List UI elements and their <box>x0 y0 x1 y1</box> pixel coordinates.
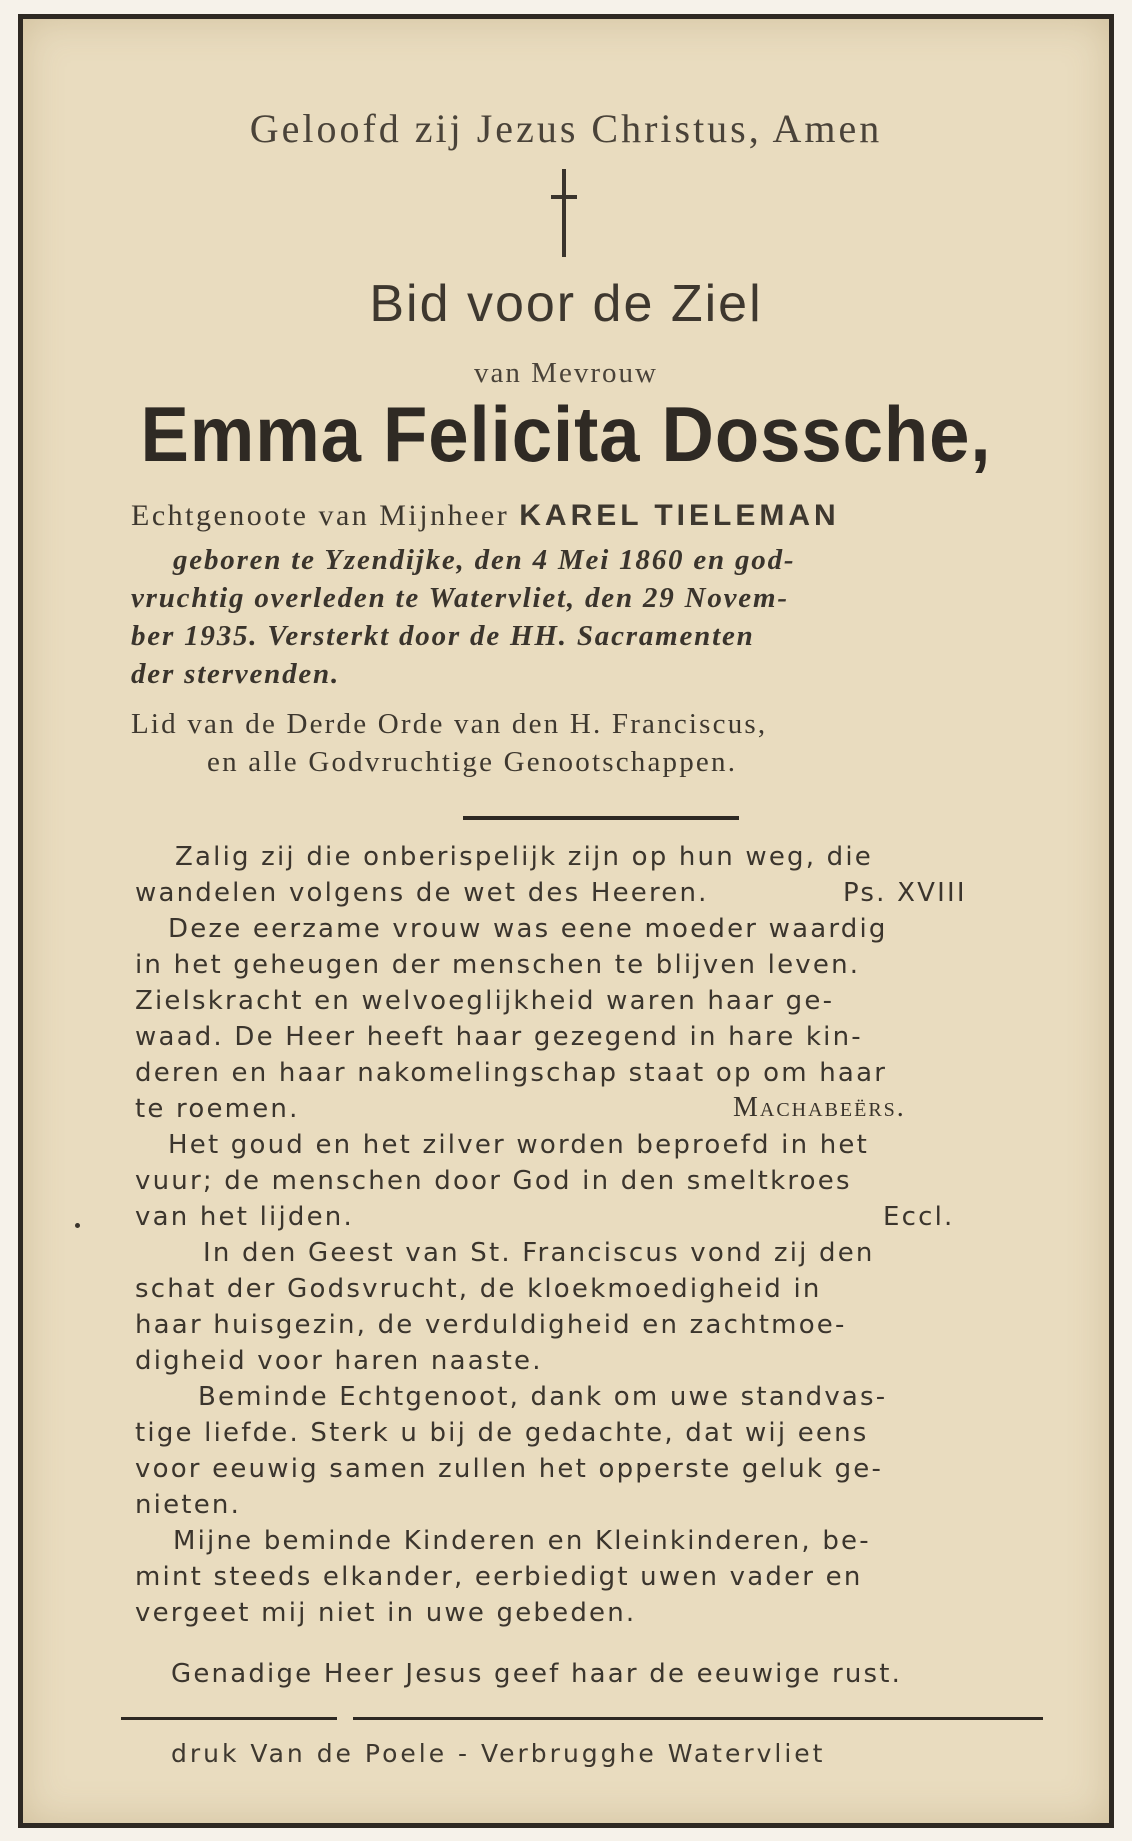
verse-line-3: Deze eerzame vrouw was eene moeder waardig <box>168 914 888 944</box>
verse-line-10: vuur; de menschen door God in den smeltkroes <box>135 1166 852 1196</box>
verse-line-16: Beminde Echtgenoot, dank om uwe standvas- <box>198 1382 888 1412</box>
verse-line-2: wandelen volgens de wet des Heeren. <box>135 878 709 908</box>
verse-line-1: Zalig zij die onberispelijk zijn op hun weg, die <box>175 842 873 872</box>
verse-line-12: In den Geest van St. Franciscus vond zij den <box>203 1238 875 1268</box>
paper-speck <box>75 1223 80 1228</box>
footer-rule-left <box>121 1717 337 1720</box>
verse-line-15: digheid voor haren naaste. <box>135 1346 543 1376</box>
verse-line-7: deren en haar nakomelingschap staat op om haar <box>135 1058 888 1088</box>
bio-line-4: der stervenden. <box>131 658 341 690</box>
cross-icon <box>551 169 575 259</box>
bio-line-1: geboren te Yzendijke, den 4 Mei 1860 en god- <box>173 544 796 576</box>
verse-line-4: in het geheugen der menschen te blijven leven. <box>135 950 861 980</box>
bio-line-2: vruchtig overleden te Watervliet, den 29 Novem- <box>131 582 789 614</box>
divider <box>463 816 739 820</box>
verse-line-5: Zielskracht en welvoeglijkheid waren haar ge- <box>135 986 835 1016</box>
verse-line-22: vergeet mij niet in uwe gebeden. <box>135 1598 637 1628</box>
citation-eccl: Eccl. <box>883 1202 955 1232</box>
printer-credit: druk Van de Poele - Verbrugghe Watervliet <box>171 1739 826 1768</box>
verse-line-13: schat der Godsvrucht, de kloekmoedigheid in <box>135 1274 822 1304</box>
bio-line-3: ber 1935. Versterkt door de HH. Sacramenten <box>131 620 755 652</box>
membership-line-1: Lid van de Derde Orde van den H. Franciscus, <box>131 708 768 740</box>
title-prefix: van Mevrouw <box>474 357 658 389</box>
verse-line-19: nieten. <box>135 1490 242 1520</box>
membership-line-2: en alle Godvruchtige Genootschappen. <box>207 746 738 778</box>
spouse-name: KAREL TIELEMAN <box>519 499 840 532</box>
verse-line-17: tige liefde. Sterk u bij de gedachte, dat wij eens <box>135 1418 869 1448</box>
verse-line-6: waad. De Heer heeft haar gezegend in hare kin- <box>135 1022 863 1052</box>
footer-rule-right <box>353 1717 1043 1720</box>
verse-line-14: haar huisgezin, de verduldigheid en zachtmoe- <box>135 1310 847 1340</box>
verse-line-8: te roemen. <box>135 1094 300 1124</box>
closing-prayer: Genadige Heer Jesus geef haar de eeuwige rust. <box>171 1659 903 1689</box>
verse-line-9: Het goud en het zilver worden beproefd in het <box>168 1130 869 1160</box>
invocation: Geloofd zij Jezus Christus, Amen <box>249 106 883 151</box>
deceased-name: Emma Felicita Dossche, <box>140 390 992 478</box>
spouse-line <box>131 499 840 533</box>
verse-line-20: Mijne beminde Kinderen en Kleinkinderen, be- <box>173 1526 871 1556</box>
verse-line-18: voor eeuwig samen zullen het opperste geluk ge- <box>135 1454 884 1484</box>
citation-machabeers: Machabeërs. <box>733 1092 906 1123</box>
mourning-card <box>18 14 1114 1828</box>
prayer-heading: Bid voor de Ziel <box>369 275 763 333</box>
verse-line-11: van het lijden. <box>135 1202 354 1232</box>
spouse-prefix: Echtgenoote van Mijnheer <box>131 499 510 532</box>
verse-line-21: mint steeds elkander, eerbiedigt uwen vader en <box>135 1562 863 1592</box>
citation-psalm: Ps. XVIII <box>843 878 967 908</box>
